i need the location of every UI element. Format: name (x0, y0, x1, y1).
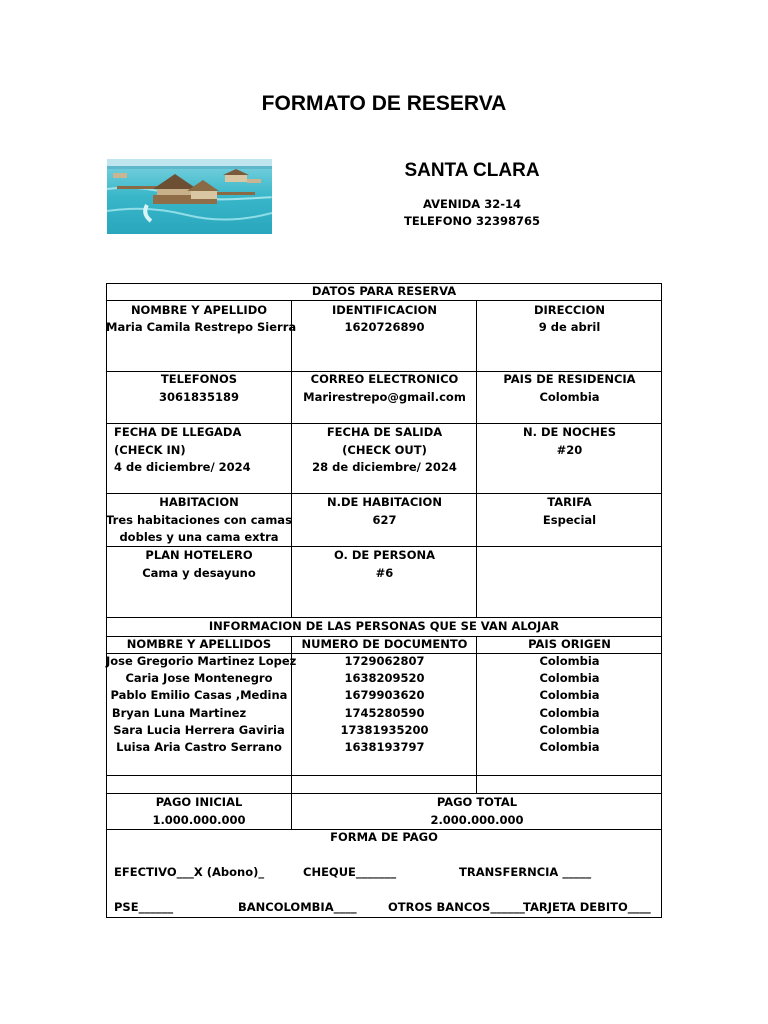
guests-header-document: NUMERO DE DOCUMENTO (301, 637, 468, 651)
name-value: Maria Camila Restrepo Sierra (106, 320, 297, 334)
payment-option-debit-card: TARJETA DEBITO____ (523, 900, 651, 914)
address-label: DIRECCION (533, 303, 606, 317)
arrival-sub: (CHECK IN) (114, 443, 186, 457)
payment-option-other-banks: OTROS BANCOS______ (388, 900, 525, 914)
hotel-phone: TELEFONO 32398765 (404, 214, 540, 228)
guest-name: Luisa Aria Castro Serrano (116, 740, 282, 754)
email-value: Marirestrepo@gmail.com (303, 390, 466, 404)
payment-option-bancolombia: BANCOLOMBIA____ (238, 900, 357, 914)
name-label: NOMBRE Y APELLIDO (130, 303, 268, 317)
guest-document: 1679903620 (344, 688, 425, 702)
total-payment-label: PAGO TOTAL (436, 795, 518, 809)
email-label: CORREO ELECTRONICO (310, 372, 459, 386)
address-value: 9 de abril (538, 320, 601, 334)
payment-option-pse: PSE______ (114, 900, 174, 914)
guest-document: 1729062807 (344, 654, 425, 668)
rate-value: Especial (542, 513, 597, 527)
id-label: IDENTIFICACION (331, 303, 438, 317)
guest-name: Jose Gregorio Martinez Lopez (106, 654, 297, 668)
guests-section-title: INFORMACION DE LAS PERSONAS QUE SE VAN ALOJAR (208, 619, 560, 633)
departure-value: 28 de diciembre/ 2024 (312, 460, 457, 474)
guest-document: 1638193797 (344, 740, 425, 754)
guest-name: Sara Lucia Herrera Gaviria (113, 723, 285, 737)
guest-country: Colombia (539, 688, 600, 702)
phones-label: TELEFONOS (160, 372, 238, 386)
guest-country: Colombia (539, 706, 600, 720)
payment-option-cash: EFECTIVO___X (Abono)_ (114, 865, 265, 879)
plan-value: Cama y desayuno (142, 566, 256, 580)
guest-country: Colombia (539, 654, 600, 668)
room-value-line-2: dobles y una cama extra (119, 530, 279, 544)
id-value: 1620726890 (344, 320, 425, 334)
reservation-form (106, 283, 662, 918)
nights-label: N. DE NOCHES (522, 425, 616, 439)
departure-sub: (CHECK OUT) (342, 443, 427, 457)
room-label: HABITACION (159, 495, 239, 509)
plan-label: PLAN HOTELERO (145, 548, 253, 562)
payment-method-title: FORMA DE PAGO (330, 830, 438, 844)
guest-document: 1745280590 (344, 706, 425, 720)
arrival-label: FECHA DE LLEGADA (114, 425, 242, 439)
departure-label: FECHA DE SALIDA (326, 425, 443, 439)
nights-value: #20 (556, 443, 583, 457)
guest-name: Bryan Luna Martinez (111, 706, 247, 720)
reservation-section-title: DATOS PARA RESERVA (311, 284, 457, 298)
guest-country: Colombia (539, 723, 600, 737)
initial-payment-value: 1.000.000.000 (152, 813, 246, 827)
country-value: Colombia (539, 390, 600, 404)
guests-header-name: NOMBRE Y APELLIDOS (126, 637, 272, 651)
guests-header-country: PAIS ORIGEN (528, 637, 611, 651)
guest-country: Colombia (539, 671, 600, 685)
guest-document: 17381935200 (340, 723, 429, 737)
room-number-value: 627 (372, 513, 397, 527)
overwater-bungalow-photo (107, 159, 272, 234)
total-payment-value: 2.000.000.000 (430, 813, 524, 827)
initial-payment-label: PAGO INICIAL (155, 795, 243, 809)
room-number-label: N.DE HABITACION (327, 495, 442, 509)
page-title: FORMATO DE RESERVA (261, 92, 507, 115)
guest-country: Colombia (539, 740, 600, 754)
arrival-value: 4 de diciembre/ 2024 (114, 460, 251, 474)
persons-value: #6 (375, 566, 394, 580)
guest-name: Pablo Emilio Casas ,Medina (110, 688, 288, 702)
guest-name: Caria Jose Montenegro (125, 671, 273, 685)
guest-document: 1638209520 (344, 671, 425, 685)
persons-label: O. DE PERSONA (333, 548, 436, 562)
hotel-address: AVENIDA 32-14 (422, 197, 521, 211)
rate-label: TARIFA (547, 495, 592, 509)
payment-option-check: CHEQUE_______ (303, 865, 397, 879)
payment-option-transfer: TRANSFERNCIA _____ (459, 865, 592, 879)
room-value-line-1: Tres habitaciones con camas (106, 513, 292, 527)
hotel-name: SANTA CLARA (404, 160, 540, 181)
country-label: PAIS DE RESIDENCIA (503, 372, 636, 386)
phones-value: 3061835189 (158, 390, 240, 404)
